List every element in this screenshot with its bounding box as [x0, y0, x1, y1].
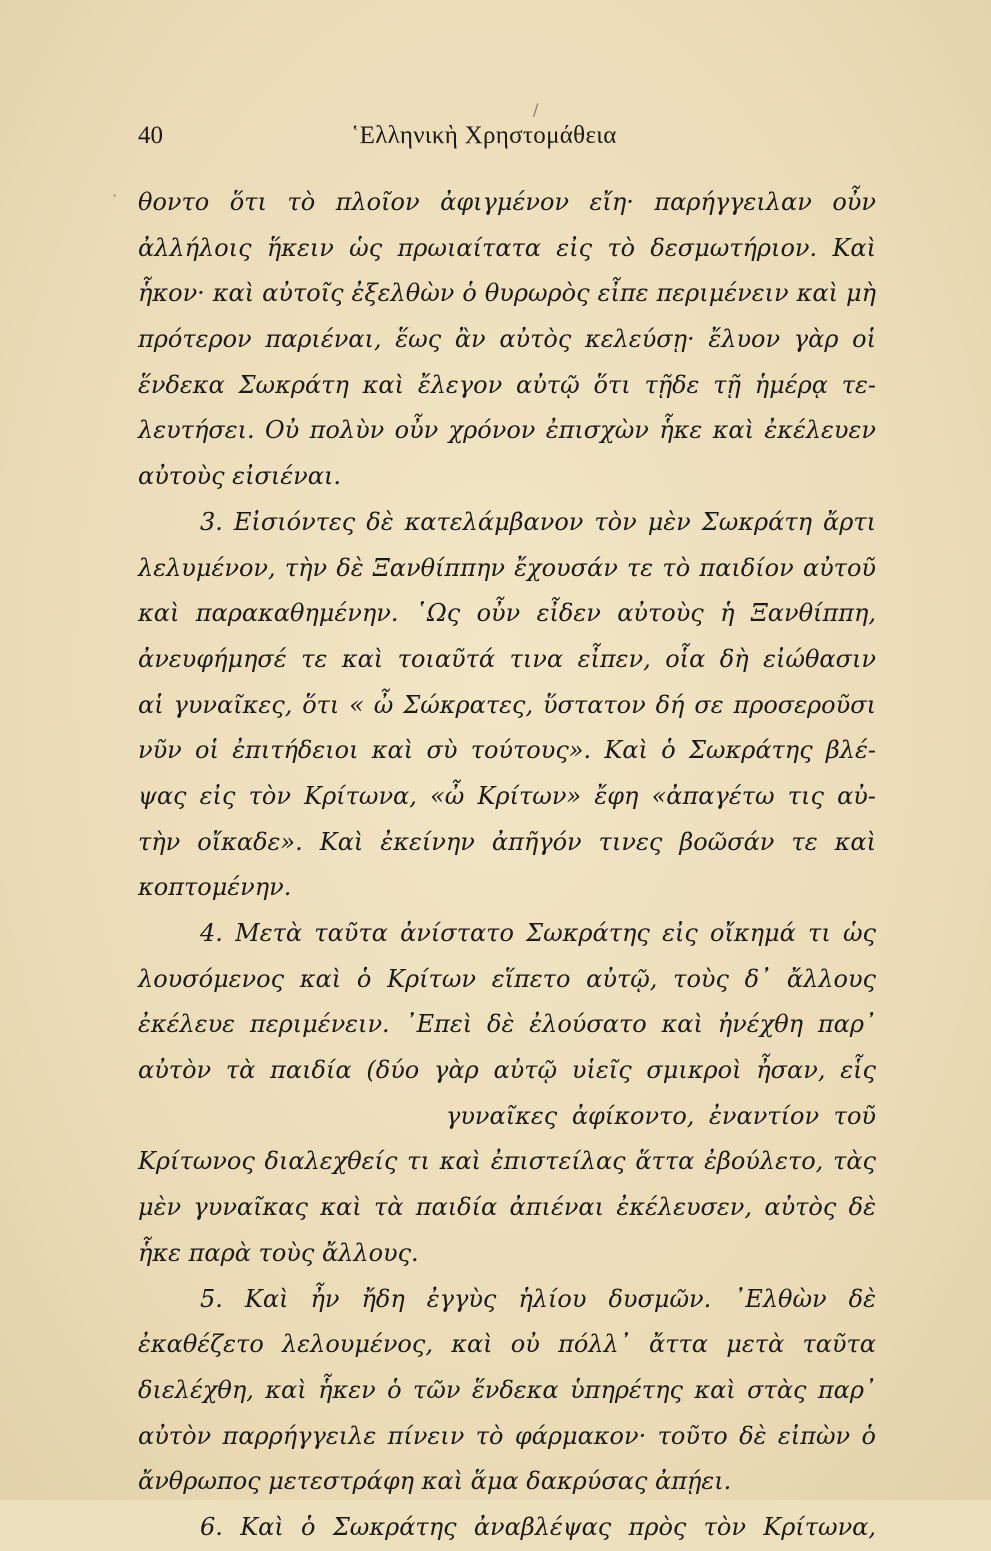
paragraph-start-line: 4. Μετὰ ταῦτα ἀνίστατο Σωκράτης εἰς οἴκημά τι ὡς [200, 919, 876, 947]
body-text [138, 180, 876, 1551]
text-line: αἱ γυναῖκες, ὅτι « ὦ Σώκρατες, ὕστατον δή σε προσεροῦσι [138, 690, 876, 719]
text-line: αὐτοὺς εἰσιέναι. [138, 462, 341, 491]
text-line: νῦν οἱ ἐπιτήδειοι καὶ σὺ τούτους». Καὶ ὁ Σωκράτης βλέ- [138, 736, 876, 765]
text-line: ἐκαθέζετο λελουμένος, καὶ οὐ πόλλ᾽ ἄττα μετὰ ταῦτα [138, 1330, 876, 1359]
text-line: γυναῖκες ἀφίκοντο, ἐναντίον τοῦ [446, 1101, 876, 1130]
text-line: Κρίτωνος διαλεχθείς τι καὶ ἐπιστείλας ἅττα ἐβούλετο, τὰς [138, 1147, 876, 1176]
paragraph-start-line: 6. Καὶ ὁ Σωκράτης ἀναβλέψας πρὸς τὸν Κρίτωνα, [200, 1512, 876, 1541]
text-line: διελέχθη, καὶ ἧκεν ὁ τῶν ἕνδεκα ὑπηρέτης καὶ στὰς παρ᾽ [138, 1375, 876, 1404]
text-line: ἧκε παρὰ τοὺς ἄλλους. [138, 1238, 419, 1267]
text-line: κοπτομένην. [138, 873, 292, 902]
page-number: 40 [138, 122, 163, 149]
text-line: αὐτὸν τὰ παιδία (δύο γὰρ αὐτῷ υἱεῖς σμικροὶ ἦσαν, εἷς [138, 1056, 876, 1085]
paragraph-start-line: 5. Καὶ ἦν ἤδη ἐγγὺς ἡλίου δυσμῶν. ᾿Ελθὼν δὲ [200, 1284, 876, 1313]
text-line: θοντο ὅτι τὸ πλοῖον ἀφιγμένον εἴη· παρήγγειλαν οὖν [138, 188, 876, 216]
running-title: ῾Ελληνικὴ Χρηστομάθεια [351, 122, 617, 149]
text-line: μὲν γυναῖκας καὶ τὰ παιδία ἀπιέναι ἐκέλευσεν, αὐτὸς δὲ [138, 1193, 876, 1222]
text-line: ἧκον· καὶ αὐτοῖς ἐξελθὼν ὁ θυρωρὸς εἶπε περιμένειν καὶ μὴ [138, 279, 876, 308]
text-line: αὐτὸν παρρήγγειλε πίνειν τὸ φάρμακον· τοῦτο δὲ εἰπὼν ὁ [138, 1421, 876, 1450]
text-line: ἀνευφήμησέ τε καὶ τοιαῦτά τινα εἶπεν, οἷα δὴ εἰώθασιν [138, 644, 876, 673]
page-header [138, 122, 878, 162]
text-line: ἀλλήλοις ἥκειν ὡς πρωιαίτατα εἰς τὸ δεσμωτήριον. Καὶ [138, 233, 876, 262]
text-line: ἄνθρωπος μετεστράφη καὶ ἅμα δακρύσας ἀπῄει. [138, 1467, 732, 1496]
text-line: λευτήσει. Οὐ πολὺν οὖν χρόνον ἐπισχὼν ἧκε καὶ ἐκέλευεν [138, 416, 876, 445]
text-line: πρότερον παριέναι, ἕως ἂν αὐτὸς κελεύσῃ· ἔλυον γὰρ οἱ [138, 325, 876, 354]
text-line: λουσόμενος καὶ ὁ Κρίτων εἵπετο αὐτῷ, τοὺς δ᾽ ἄλλους [138, 964, 876, 993]
text-line: λελυμένον, τὴν δὲ Ξανθίππην ἔχουσάν τε τὸ παιδίον αὐτοῦ [138, 553, 876, 582]
text-line: τὴν οἴκαδε». Καὶ ἐκείνην ἀπῆγόν τινες βοῶσάν τε καὶ [138, 827, 876, 856]
text-line: ψας εἰς τὸν Κρίτωνα, «ὦ Κρίτων» ἔφη «ἀπαγέτω τις αὐ- [138, 781, 876, 810]
text-line: ἕνδεκα Σωκράτη καὶ ἔλεγον αὐτῷ ὅτι τῇδε τῇ ἡμέρᾳ τε- [138, 370, 876, 399]
text-line: καὶ παρακαθημένην. ῾Ως οὖν εἶδεν αὐτοὺς ἡ Ξανθίππη, [138, 599, 876, 628]
margin-dot-icon: · [112, 186, 118, 205]
pencil-mark-icon: / [533, 100, 539, 119]
paragraph-start-line: 3. Εἰσιόντες δὲ κατελάμβανον τὸν μὲν Σωκράτη ἄρτι [200, 507, 876, 536]
text-line: ἐκέλευε περιμένειν. ᾿Επεὶ δὲ ἐλούσατο καὶ ἠνέχθη παρ᾽ [138, 1010, 876, 1039]
